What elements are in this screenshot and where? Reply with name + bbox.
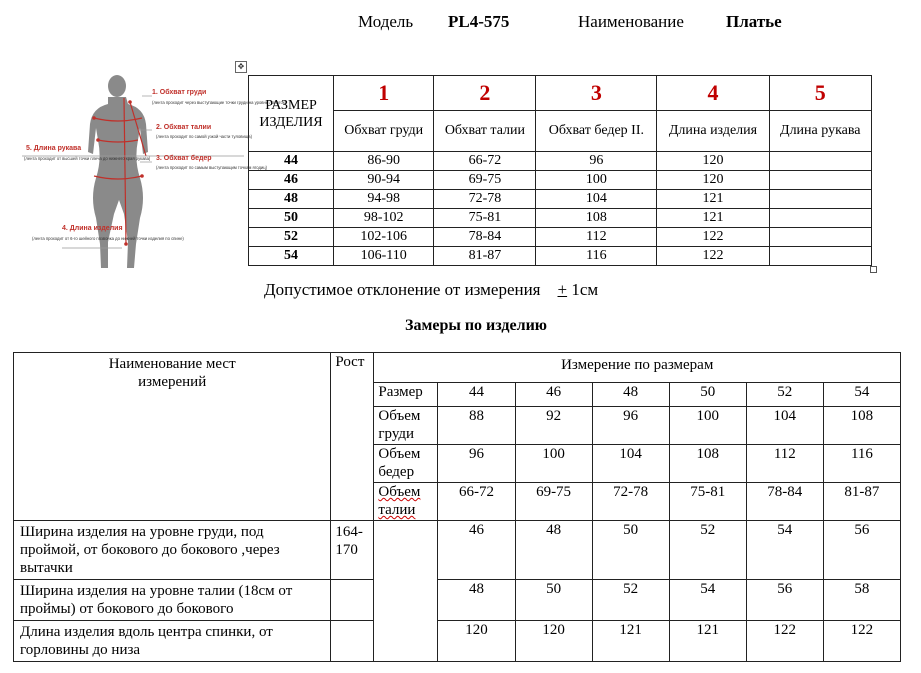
table-cell: 50 [592, 521, 669, 580]
column-header: Длина изделия [657, 111, 769, 152]
table-cell: 120 [657, 152, 769, 171]
table-cell [769, 171, 871, 190]
column-number: 1 [334, 76, 434, 111]
column-header: Длина рукава [769, 111, 871, 152]
table-cell: 81-87 [434, 247, 536, 266]
size-cell: 48 [249, 190, 334, 209]
table-cell: 54 [746, 521, 823, 580]
table-cell: 48 [515, 521, 592, 580]
size-cell: 44 [249, 152, 334, 171]
table-cell: 48 [438, 580, 515, 621]
column-number: 3 [536, 76, 657, 111]
size-cell: 52 [249, 228, 334, 247]
header [0, 12, 921, 36]
table-resize-handle[interactable] [870, 266, 877, 273]
table-row [14, 580, 901, 621]
table-cell: 75-81 [434, 209, 536, 228]
table-cell: 75-81 [669, 483, 746, 521]
table-cell: 54 [669, 580, 746, 621]
table-cell: 50 [515, 580, 592, 621]
measurement-table [13, 352, 901, 662]
height-header: Рост [331, 353, 374, 521]
table-cell: 102-106 [334, 228, 434, 247]
table-cell [769, 209, 871, 228]
table-cell: 121 [592, 621, 669, 662]
table-cell: 72-78 [592, 483, 669, 521]
product-measure-label: Ширина изделия на уровне груди, под проймой, от бокового до бокового ,через вытачки [14, 521, 331, 580]
table-cell: 56 [823, 521, 900, 580]
size-cell: 54 [249, 247, 334, 266]
column-number: 5 [769, 76, 871, 111]
size-header-cell: 48 [592, 383, 669, 407]
table-cell: 100 [515, 445, 592, 483]
table-cell: 104 [536, 190, 657, 209]
table-cell: 66-72 [438, 483, 515, 521]
table-cell: 121 [657, 209, 769, 228]
table-cell: 112 [536, 228, 657, 247]
table-cell: 116 [823, 445, 900, 483]
empty-cell [374, 521, 438, 662]
body-measurement-figure [22, 68, 287, 278]
annotation-2-title: 2. Обхват талии [156, 124, 212, 131]
column-header: Обхват груди [334, 111, 434, 152]
body-measure-label: Объем бедер [374, 445, 438, 483]
table-cell: 98-102 [334, 209, 434, 228]
table-cell: 56 [746, 580, 823, 621]
table-row [249, 171, 872, 190]
table-cell: 122 [657, 247, 769, 266]
table-cell: 122 [746, 621, 823, 662]
column-header: Обхват талии [434, 111, 536, 152]
column-header: Обхват бедер II. [536, 111, 657, 152]
table-row [14, 521, 901, 580]
measure-name-header: Наименование мест измерений [14, 353, 331, 521]
table-cell: 86-90 [334, 152, 434, 171]
size-header-cell: 54 [823, 383, 900, 407]
annotation-3-title: 3. Обхват бедер [156, 155, 212, 162]
annotation-4-note: (лента проходит от 6-го шейного позвонка до нижней точки изделия по спине) [32, 236, 184, 241]
table-cell: 78-84 [434, 228, 536, 247]
column-number: 2 [434, 76, 536, 111]
table-cell: 52 [592, 580, 669, 621]
model-label: Модель [358, 12, 414, 31]
table-cell: 108 [536, 209, 657, 228]
table-cell: 96 [438, 445, 515, 483]
table-cell: 121 [669, 621, 746, 662]
tolerance-sign: + [557, 280, 568, 299]
table-cell: 96 [592, 407, 669, 445]
body-measure-label: Объем груди [374, 407, 438, 445]
table-cell [769, 152, 871, 171]
figure-illustration [22, 68, 287, 278]
table-row [249, 190, 872, 209]
annotation-3-note: (лента проходит по самым выступающим точкам ягодиц) [156, 165, 268, 170]
tolerance-note [264, 280, 598, 300]
size-corner-label: РАЗМЕР ИЗДЕЛИЯ [249, 76, 334, 152]
table-row [249, 209, 872, 228]
product-measure-label: Длина изделия вдоль центра спинки, от горловины до низа [14, 621, 331, 662]
size-row-label: Размер [374, 383, 438, 407]
empty-cell [331, 580, 374, 621]
table-row [249, 152, 872, 171]
height-value: 164-170 [331, 521, 374, 580]
table-row [249, 228, 872, 247]
table-cell: 72-78 [434, 190, 536, 209]
size-cell: 50 [249, 209, 334, 228]
table-cell: 96 [536, 152, 657, 171]
table-cell: 94-98 [334, 190, 434, 209]
table-cell [769, 247, 871, 266]
body-measure-label: Объем талии [374, 483, 438, 521]
annotation-1-note: (лента проходит через выступающие точки груди на уровне лопаток) [152, 100, 287, 105]
size-header-cell: 52 [746, 383, 823, 407]
size-table [248, 75, 872, 266]
size-header-cell: 46 [515, 383, 592, 407]
size-header-cell: 50 [669, 383, 746, 407]
annotation-4-title: 4. Длина изделия [62, 225, 123, 232]
table-cell: 81-87 [823, 483, 900, 521]
table-cell: 108 [823, 407, 900, 445]
column-number: 4 [657, 76, 769, 111]
table-cell: 106-110 [334, 247, 434, 266]
name-value: Платье [726, 12, 782, 31]
table-cell: 104 [592, 445, 669, 483]
empty-cell [331, 621, 374, 662]
table-cell: 92 [515, 407, 592, 445]
table-cell: 78-84 [746, 483, 823, 521]
size-header-cell: 44 [438, 383, 515, 407]
annotation-2-note: (лента проходит по самой узкой части туловища) [156, 134, 253, 139]
table-cell [769, 190, 871, 209]
table-cell [769, 228, 871, 247]
table-cell: 120 [438, 621, 515, 662]
table-row [249, 247, 872, 266]
annotation-5-note: (лента проходит от высшей точки плеча до нижнего края рукава) [24, 156, 151, 161]
table-cell: 66-72 [434, 152, 536, 171]
name-label: Наименование [578, 12, 684, 31]
table-cell: 52 [669, 521, 746, 580]
table-cell: 100 [669, 407, 746, 445]
table-cell: 108 [669, 445, 746, 483]
move-handle-icon[interactable]: ✥ [235, 61, 247, 73]
table-cell: 122 [823, 621, 900, 662]
table-cell: 46 [438, 521, 515, 580]
table-cell: 88 [438, 407, 515, 445]
tolerance-value: 1см [571, 280, 599, 299]
table-cell: 112 [746, 445, 823, 483]
sizes-header: Измерение по размерам [374, 353, 901, 383]
table-cell: 100 [536, 171, 657, 190]
table-cell: 120 [515, 621, 592, 662]
size-cell: 46 [249, 171, 334, 190]
product-measure-label: Ширина изделия на уровне талии (18см от проймы) от бокового до бокового [14, 580, 331, 621]
table-cell: 90-94 [334, 171, 434, 190]
section-title: Замеры по изделию [405, 317, 548, 334]
tolerance-text: Допустимое отклонение от измерения [264, 280, 541, 299]
table-row [14, 621, 901, 662]
table-cell: 104 [746, 407, 823, 445]
table-cell: 120 [657, 171, 769, 190]
table-cell: 58 [823, 580, 900, 621]
table-cell: 122 [657, 228, 769, 247]
table-cell: 121 [657, 190, 769, 209]
annotation-5-title: 5. Длина рукава [26, 145, 82, 152]
model-value: PL4-575 [448, 12, 510, 31]
table-cell: 69-75 [515, 483, 592, 521]
annotation-1-title: 1. Обхват груди [152, 89, 207, 96]
table-cell: 69-75 [434, 171, 536, 190]
table-cell: 116 [536, 247, 657, 266]
